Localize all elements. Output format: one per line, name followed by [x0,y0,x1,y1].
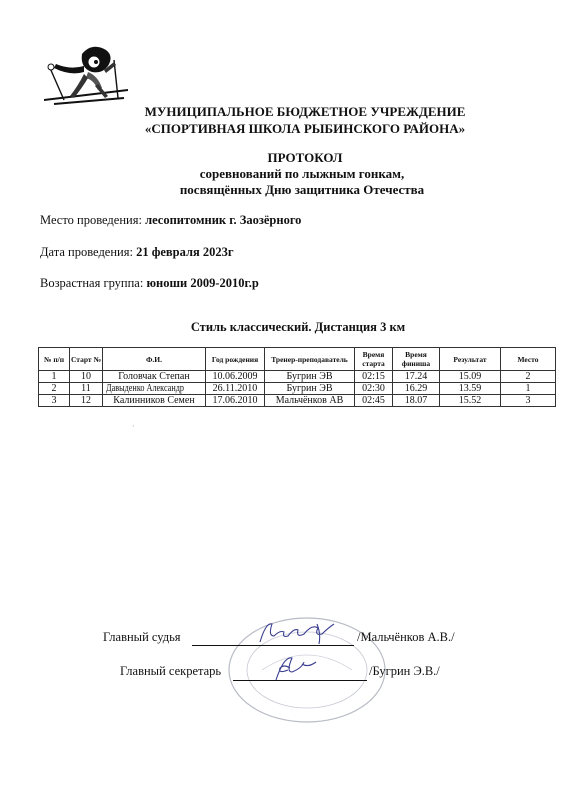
cell-result: 13.59 [440,383,501,395]
skier-logo-icon [44,40,128,108]
cell-birth: 26.11.2010 [206,383,265,395]
judge-label: Главный судья [103,630,181,644]
secretary-name: /Бугрин Э.В./ [369,664,440,678]
cell-finish-time: 16.29 [393,383,440,395]
cell-place: 3 [501,395,556,407]
cell-num: 2 [39,383,70,395]
table-row [39,383,556,395]
table-row [39,395,556,407]
protocol-heading: ПРОТОКОЛ [267,150,343,165]
scan-speck: · [132,422,135,431]
judge-signature [255,618,345,648]
cell-finish-time: 17.24 [393,371,440,383]
cell-start-number: 12 [70,395,103,407]
header-start-number: Старт № [70,348,103,371]
judge-name: /Мальчёнков А.В./ [357,630,455,644]
cell-name: Головчак Степан [103,371,206,383]
cell-name: Калинников Семен [103,395,206,407]
cell-coach: Бугрин ЭВ [265,371,355,383]
cell-start-number: 10 [70,371,103,383]
table-header-row [39,348,556,371]
race-title: Стиль классический. Дистанция 3 км [190,320,406,334]
age-group-label: Возрастная группа: [40,276,144,290]
organization-line1: МУНИЦИПАЛЬНОЕ БЮДЖЕТНОЕ УЧРЕЖДЕНИЕ [144,104,466,119]
header-result: Результат [440,348,501,371]
cell-num: 3 [39,395,70,407]
organization-line2: «СПОРТИВНАЯ ШКОЛА РЫБИНСКОГО РАЙОНА» [144,121,466,136]
cell-place: 2 [501,371,556,383]
cell-result: 15.52 [440,395,501,407]
protocol-subtitle-line2: посвящённых Дню защитника Отечества [179,182,425,197]
secretary-signature [272,652,322,684]
date-label: Дата проведения: [40,245,133,259]
organization-header [0,103,582,137]
cell-start-time: 02:30 [355,383,393,395]
cell-start-time: 02:15 [355,371,393,383]
cell-start-time: 02:45 [355,395,393,407]
cell-finish-time: 18.07 [393,395,440,407]
header-place: Место [501,348,556,371]
header-birth: Год рождения [206,348,265,371]
cell-name [103,383,206,395]
cell-name-text: Давыденко Александр [106,383,185,394]
cell-num: 1 [39,371,70,383]
protocol-title [0,150,582,198]
cell-coach: Бугрин ЭВ [265,383,355,395]
date-row [40,245,234,260]
cell-place: 1 [501,383,556,395]
protocol-subtitle-line1: соревнований по лыжным гонкам, [199,166,405,181]
secretary-row [120,664,221,679]
venue-row [40,213,301,228]
header-finish-time: Время финиша [393,348,440,371]
age-group-row [40,276,259,291]
cell-start-number: 11 [70,383,103,395]
date-value: 21 февраля 2023г [136,245,234,259]
header-num: № п/п [39,348,70,371]
venue-label: Место проведения: [40,213,142,227]
results-table [38,347,556,407]
cell-result: 15.09 [440,371,501,383]
header-start-time: Время старта [355,348,393,371]
cell-coach: Мальчёнков АВ [265,395,355,407]
venue-value: лесопитомник г. Заозёрного [145,213,302,227]
cell-birth: 10.06.2009 [206,371,265,383]
age-group-value: юноши 2009-2010г.р [146,276,259,290]
cell-birth: 17.06.2010 [206,395,265,407]
header-coach: Тренер-преподаватель [265,348,355,371]
secretary-label: Главный секретарь [120,664,222,678]
judge-row [103,630,181,645]
table-row [39,371,556,383]
header-name: Ф.И. [103,348,206,371]
